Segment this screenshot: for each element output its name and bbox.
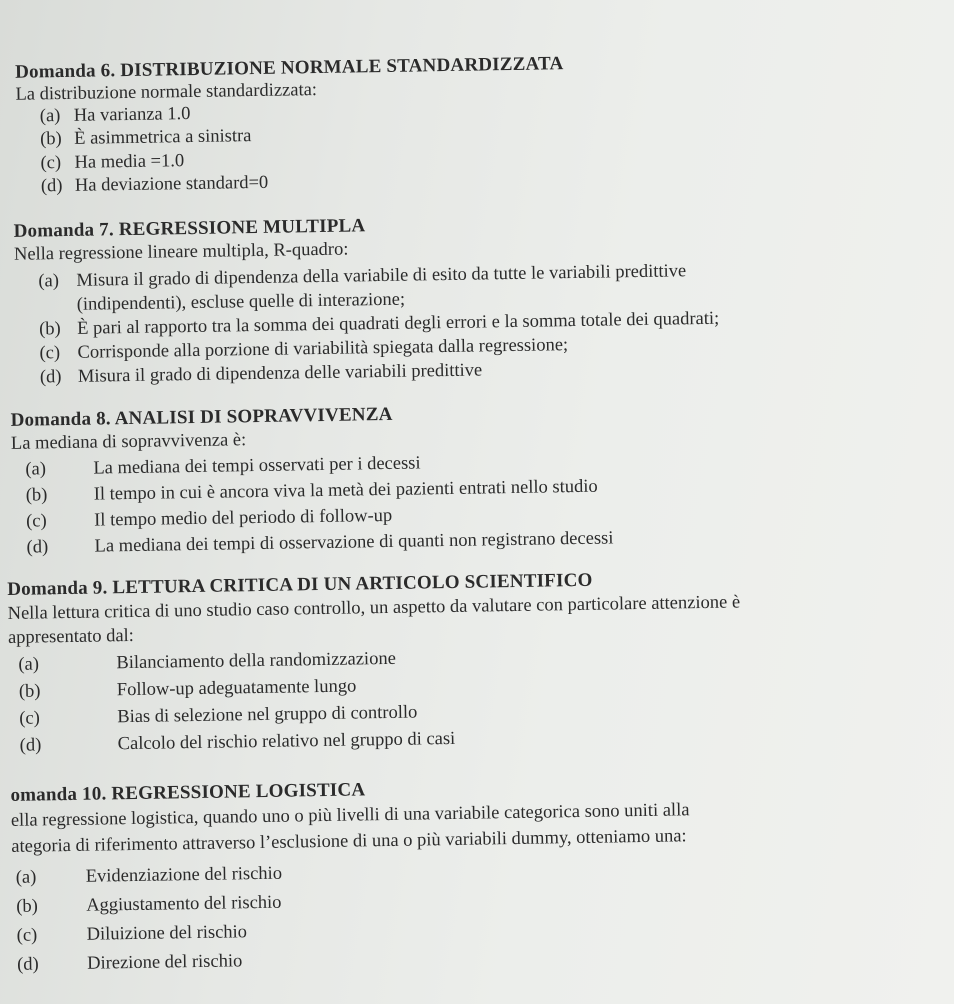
q10-option-a-label: (a) bbox=[15, 867, 37, 888]
q8-title: Domanda 8. ANALISI DI SOPRAVVIVENZA bbox=[10, 403, 393, 431]
q6-option-a-label: (a) bbox=[39, 106, 61, 127]
q6-option-b bbox=[40, 126, 252, 150]
q9-option-b bbox=[18, 676, 357, 702]
q9-option-d-label: (d) bbox=[19, 735, 42, 756]
q6-option-a-text: Ha varianza 1.0 bbox=[73, 104, 191, 126]
q6-option-c bbox=[40, 151, 185, 174]
q10-option-c-text: Diluizione del rischio bbox=[86, 922, 248, 945]
q6-option-c-text: Ha media =1.0 bbox=[74, 151, 185, 173]
q10-option-b bbox=[16, 892, 282, 918]
q8-option-d bbox=[26, 528, 614, 558]
q8-option-c bbox=[26, 505, 393, 532]
q7-option-a bbox=[38, 261, 687, 292]
q7-option-c-text: Corrisponde alla porzione di variabilità spiegata dalla regressione; bbox=[77, 335, 569, 363]
q8-option-a bbox=[25, 453, 421, 480]
q7-option-b-label: (b) bbox=[39, 319, 61, 340]
q9-option-a-text: Bilanciamento della randomizzazione bbox=[116, 648, 396, 674]
q7-option-a-label: (a) bbox=[38, 271, 60, 292]
q7-option-c-label: (c) bbox=[39, 343, 61, 364]
q9-option-c-text: Bias di selezione nel gruppo di controllo bbox=[117, 702, 418, 728]
q6-option-b-text: È asimmetrica a sinistra bbox=[74, 126, 252, 149]
q9-stem-line2: appresentato dal: bbox=[7, 625, 135, 648]
q6-option-c-label: (c) bbox=[40, 153, 62, 174]
q9-option-a bbox=[18, 648, 396, 675]
q8-option-a-label: (a) bbox=[25, 459, 47, 480]
q9-option-a-label: (a) bbox=[18, 654, 40, 675]
q7-stem: Nella regressione lineare multipla, R-quadro: bbox=[13, 239, 349, 265]
q9-option-b-text: Follow-up adeguatamente lungo bbox=[116, 676, 357, 701]
q10-option-c bbox=[16, 922, 248, 947]
q8-option-d-text: La mediana dei tempi di osservazione di quanti non registrano decessi bbox=[94, 528, 614, 557]
q7-option-d bbox=[39, 360, 483, 388]
q6-title: Domanda 6. DISTRIBUZIONE NORMALE STANDARDIZZATA bbox=[14, 53, 564, 83]
q6-option-d bbox=[40, 172, 269, 197]
q8-option-c-text: Il tempo medio del periodo di follow-up bbox=[94, 505, 393, 531]
q10-option-d-label: (d) bbox=[17, 954, 39, 975]
q9-option-d bbox=[19, 728, 456, 756]
q10-option-b-text: Aggiustamento del rischio bbox=[86, 892, 282, 916]
q8-option-c-label: (c) bbox=[26, 511, 47, 532]
q10-option-d-text: Direzione del rischio bbox=[86, 951, 243, 974]
q10-option-b-label: (b) bbox=[16, 896, 38, 917]
q8-option-b bbox=[25, 476, 598, 506]
q9-option-c bbox=[19, 702, 418, 729]
q10-option-d bbox=[17, 951, 243, 976]
q10-option-a bbox=[15, 863, 283, 889]
q9-title: Domanda 9. LETTURA CRITICA DI UN ARTICOLO SCIENTIFICO bbox=[7, 569, 593, 600]
q9-option-d-text: Calcolo del rischio relativo nel gruppo di casi bbox=[117, 728, 456, 755]
q6-option-d-text: Ha deviazione standard=0 bbox=[74, 172, 269, 196]
q10-stem-line1: ella regressione logistica, quando uno o più livelli di una variabile categorica sono uniti alla bbox=[10, 800, 690, 831]
q7-option-b bbox=[39, 308, 720, 340]
q9-stem-line1: Nella lettura critica di uno studio caso controllo, un aspetto da valutare con particolare attenzione è bbox=[7, 592, 741, 624]
q10-title: omanda 10. REGRESSIONE LOGISTICA bbox=[10, 779, 366, 806]
q10-option-a-text: Evidenziazione del rischio bbox=[85, 863, 283, 887]
q7-option-a-continuation: (indipendenti), escluse quelle di interazione; bbox=[76, 289, 406, 315]
q7-option-d-label: (d) bbox=[39, 367, 62, 388]
q6-option-b-label: (b) bbox=[40, 129, 62, 150]
q10-option-c-label: (c) bbox=[16, 925, 38, 946]
q9-option-c-label: (c) bbox=[19, 708, 40, 729]
q8-option-a-text: La mediana dei tempi osservati per i decessi bbox=[93, 453, 421, 479]
q6-stem: La distribuzione normale standardizzata: bbox=[15, 80, 318, 105]
q6-option-a bbox=[39, 104, 191, 127]
q8-option-b-text: Il tempo in cui è ancora viva la metà dei pazienti entrati nello studio bbox=[93, 476, 598, 505]
q7-option-d-text: Misura il grado di dipendenza delle variabili predittive bbox=[77, 360, 483, 387]
q10-stem-line2: ategoria di riferimento attraverso l’esclusione di una o più variabili dummy, otteniamo una: bbox=[11, 826, 687, 857]
q9-option-b-label: (b) bbox=[18, 681, 41, 702]
q7-option-c bbox=[39, 335, 569, 364]
q6-option-d-label: (d) bbox=[40, 176, 63, 197]
q7-option-a-text: Misura il grado di dipendenza della variabile di esito da tutte le variabili predittive bbox=[76, 261, 687, 291]
q8-option-d-label: (d) bbox=[26, 537, 49, 558]
q7-option-b-text: È pari al rapporto tra la somma dei quadrati degli errori e la somma totale dei quadrati; bbox=[77, 308, 720, 339]
q7-title: Domanda 7. REGRESSIONE MULTIPLA bbox=[13, 215, 366, 242]
q8-option-b-label: (b) bbox=[25, 485, 48, 506]
q8-stem: La mediana di sopravvivenza è: bbox=[10, 430, 247, 454]
